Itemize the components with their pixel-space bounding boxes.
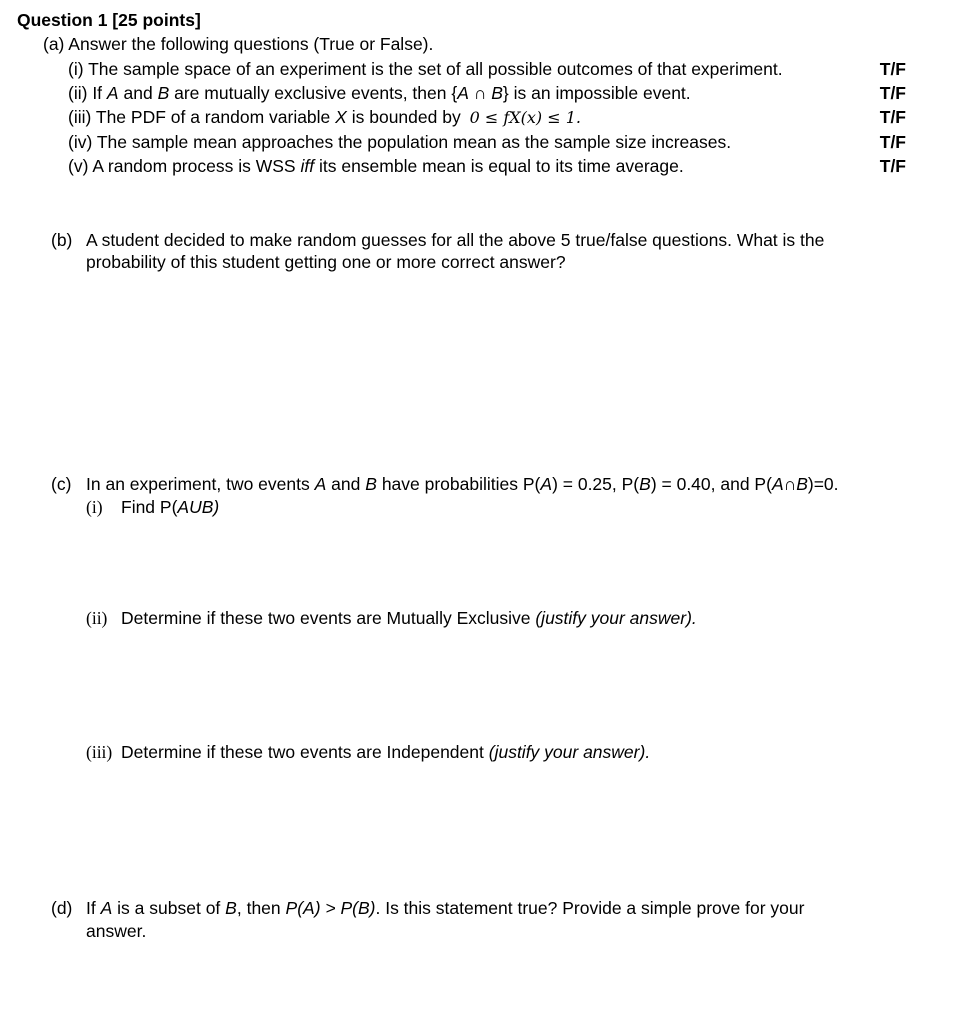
justify-hint: (justify your answer). [488,742,651,762]
intersection-symbol: ∩ [473,83,487,103]
iff-text: iff [300,156,315,176]
tf-option-iv[interactable]: T/F [879,132,906,152]
part-d-span: If [86,898,96,918]
var-x: X [335,107,347,127]
item-text: If [92,83,103,103]
set-b: B [491,83,503,103]
part-c-ii-text [121,607,697,629]
item-label: (iv) [68,132,93,152]
part-c-i-span: Find P( [121,497,178,517]
part-c-span: have probabilities P( [381,474,541,494]
part-c-text [86,473,839,495]
item-text: its ensemble mean is equal to its time average. [318,156,684,176]
part-d-label: (d) [51,898,73,918]
item-label: (i) [68,59,84,79]
part-b-label: (b) [51,230,73,250]
part-c-span: In an experiment, two events [86,474,310,494]
tf-option-ii[interactable]: T/F [879,83,906,103]
part-c-ii-span: Determine if these two events are Mutually Exclusive [121,608,531,628]
item-text: The sample mean approaches the population mean as the sample size increases. [96,132,732,152]
tf-question-i [68,58,783,80]
part-c-span: and [331,474,361,494]
part-c-i-text [121,496,219,518]
var-b: B [157,83,170,103]
item-text: } is an impossible event. [502,83,691,103]
item-text: is bounded by [351,107,461,127]
part-c-span: ) = 0.40, and P( [650,474,772,494]
item-text: The sample space of an experiment is the set of all possible outcomes of that experiment. [88,59,783,79]
prob-a-and-b: A∩B [771,474,808,494]
part-b-line-2: probability of this student getting one or more correct answer? [86,252,566,272]
part-a-label: (a) [43,34,65,54]
part-b-line-1: A student decided to make random guesses for all the above 5 true/false questions. What is the [86,230,825,250]
part-c-iii-label: (iii) [86,742,113,762]
var-a: A [106,83,119,103]
probability-inequality: P(A) > P(B) [285,898,376,918]
part-d-line-2: answer. [86,921,147,941]
tf-question-v [68,155,684,177]
part-c-iii-text [121,741,650,763]
question-title: Question 1 [25 points] [17,10,201,30]
item-label: (v) [68,156,89,176]
var-a: A [100,898,113,918]
item-label: (ii) [68,83,88,103]
part-d-line-1 [86,897,804,919]
var-b: B [225,898,237,918]
prob-a: A [540,474,553,494]
part-c-span: )=0. [807,474,839,494]
item-text: are mutually exclusive events, then { [174,83,458,103]
item-text: A random process is WSS [92,156,296,176]
part-d-span: . Is this statement true? Provide a simple prove for your [375,898,805,918]
item-text: and [123,83,153,103]
tf-option-i[interactable]: T/F [879,59,906,79]
union-expr: AUB) [177,497,220,517]
part-d-span: , then [236,898,281,918]
part-c-label: (c) [51,474,72,494]
item-text: The PDF of a random variable [95,107,331,127]
tf-question-iv [68,131,731,153]
part-c-i-label: (i) [86,497,103,517]
part-a-heading [43,33,433,55]
tf-question-iii [68,106,581,129]
tf-question-ii [68,82,691,104]
item-label: (iii) [68,107,92,127]
part-a-prompt: Answer the following questions (True or False). [68,34,434,54]
justify-hint: (justify your answer). [535,608,697,628]
part-c-span: ) = 0.25, P( [552,474,640,494]
part-c-ii-label: (ii) [86,608,108,628]
part-c-iii-span: Determine if these two events are Independent [121,742,484,762]
prob-b: B [639,474,651,494]
var-a: A [314,474,327,494]
tf-option-v[interactable]: T/F [879,156,906,176]
part-d-span: is a subset of [117,898,221,918]
var-b: B [365,474,377,494]
pdf-bound-math: 0 ≤ fX(x) ≤ 1. [469,108,582,127]
tf-option-iii[interactable]: T/F [879,107,906,127]
set-a: A [457,83,469,103]
